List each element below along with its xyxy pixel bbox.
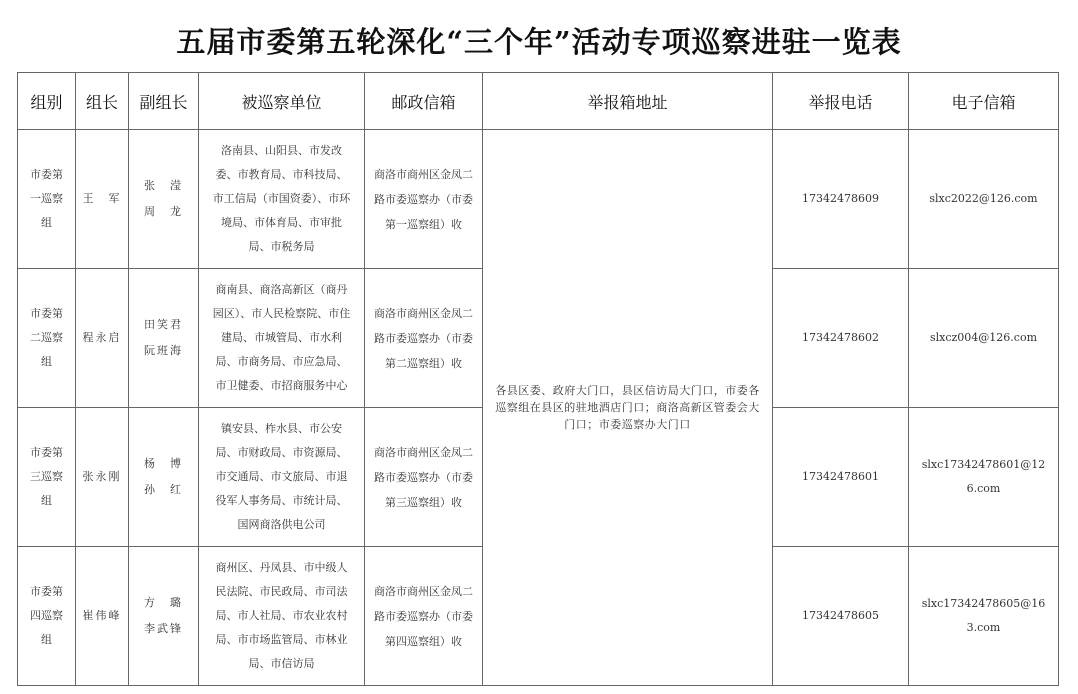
page-title: 五届市委第五轮深化“三个年”活动专项巡察进驻一览表 — [176, 25, 902, 59]
mailbox-cell — [365, 269, 483, 408]
group-name: 市委第二巡察组 — [30, 307, 63, 368]
header-address: 举报箱地址 — [483, 73, 773, 130]
email-cell — [909, 547, 1059, 686]
report-phone: 17342478609 — [802, 192, 879, 205]
report-email: slxc2022@126.com — [929, 192, 1038, 205]
mailbox-address: 商洛市商州区金凤二路市委巡察办（市委第四巡察组）收 — [374, 584, 473, 648]
deputy-cell — [129, 547, 199, 686]
leader-name: 崔伟峰 — [82, 609, 122, 622]
mailbox-cell — [365, 547, 483, 686]
deputy-names: 田笑君 阮班海 — [144, 318, 183, 357]
email-cell — [909, 130, 1059, 269]
phone-cell — [773, 547, 909, 686]
leader-name: 王 军 — [82, 192, 122, 205]
report-email: slxc17342478601@126.com — [921, 458, 1046, 495]
email-cell — [909, 269, 1059, 408]
deputy-cell — [129, 130, 199, 269]
inspected-units: 商州区、丹凤县、市中级人民法院、市民政局、市司法局、市人社局、市农业农村局、市市场监管局、市林业局、市信访局 — [215, 561, 348, 670]
header-mailbox: 邮政信箱 — [365, 73, 483, 130]
header-group: 组别 — [18, 73, 76, 130]
group-cell — [18, 269, 76, 408]
mailbox-address: 商洛市商州区金凤二路市委巡察办（市委第二巡察组）收 — [374, 306, 473, 370]
report-phone: 17342478601 — [802, 470, 879, 483]
header-leader: 组长 — [76, 73, 129, 130]
units-cell — [199, 269, 365, 408]
mailbox-address: 商洛市商州区金凤二路市委巡察办（市委第三巡察组）收 — [374, 445, 473, 509]
units-cell — [199, 130, 365, 269]
units-cell — [199, 408, 365, 547]
phone-cell — [773, 269, 909, 408]
deputy-cell — [129, 408, 199, 547]
leader-cell — [76, 408, 129, 547]
group-cell — [18, 408, 76, 547]
email-cell — [909, 408, 1059, 547]
header-phone: 举报电话 — [773, 73, 909, 130]
group-name: 市委第四巡察组 — [30, 585, 63, 646]
header-units: 被巡察单位 — [199, 73, 365, 130]
report-box-address-cell — [483, 130, 773, 686]
inspected-units: 镇安县、柞水县、市公安局、市财政局、市资源局、市交通局、市文旅局、市退役军人事务局、市统计局、国网商洛供电公司 — [215, 422, 348, 531]
deputy-cell — [129, 269, 199, 408]
group-cell — [18, 130, 76, 269]
group-name: 市委第三巡察组 — [30, 446, 63, 507]
header-row — [18, 73, 1059, 130]
mailbox-address: 商洛市商州区金凤二路市委巡察办（市委第一巡察组）收 — [374, 167, 473, 231]
report-phone: 17342478605 — [802, 609, 879, 622]
inspected-units: 洛南县、山阳县、市发改委、市教育局、市科技局、市工信局（市国资委）、市环境局、市体育局、市审批局、市税务局 — [212, 144, 351, 253]
report-email: slxc17342478605@163.com — [921, 597, 1046, 634]
leader-cell — [76, 547, 129, 686]
mailbox-cell — [365, 408, 483, 547]
deputy-names: 张 滢 周 龙 — [144, 179, 183, 218]
report-phone: 17342478602 — [802, 331, 879, 344]
inspected-units: 商南县、商洛高新区（商丹园区）、市人民检察院、市住建局、市城管局、市水利局、市商务局、市应急局、市卫健委、市招商服务中心 — [212, 283, 351, 392]
deputy-names: 方 璐 李武锋 — [144, 596, 183, 635]
report-email: slxcz004@126.com — [929, 331, 1038, 344]
leader-name: 张永刚 — [82, 470, 122, 483]
phone-cell — [773, 408, 909, 547]
inspection-table — [17, 72, 1059, 686]
phone-cell — [773, 130, 909, 269]
mailbox-cell — [365, 130, 483, 269]
leader-cell — [76, 269, 129, 408]
group-name: 市委第一巡察组 — [30, 168, 63, 229]
units-cell — [199, 547, 365, 686]
header-email: 电子信箱 — [909, 73, 1059, 130]
deputy-names: 杨 博 孙 红 — [144, 457, 183, 496]
leader-name: 程永启 — [82, 331, 122, 344]
header-deputy: 副组长 — [129, 73, 199, 130]
report-box-address: 各县区委、政府大门口，县区信访局大门口，市委各巡察组在县区的驻地酒店门口；商洛高新区管委会大门口；市委巡察办大门口 — [495, 384, 760, 431]
group-cell — [18, 547, 76, 686]
leader-cell — [76, 130, 129, 269]
table-row — [18, 130, 1059, 269]
